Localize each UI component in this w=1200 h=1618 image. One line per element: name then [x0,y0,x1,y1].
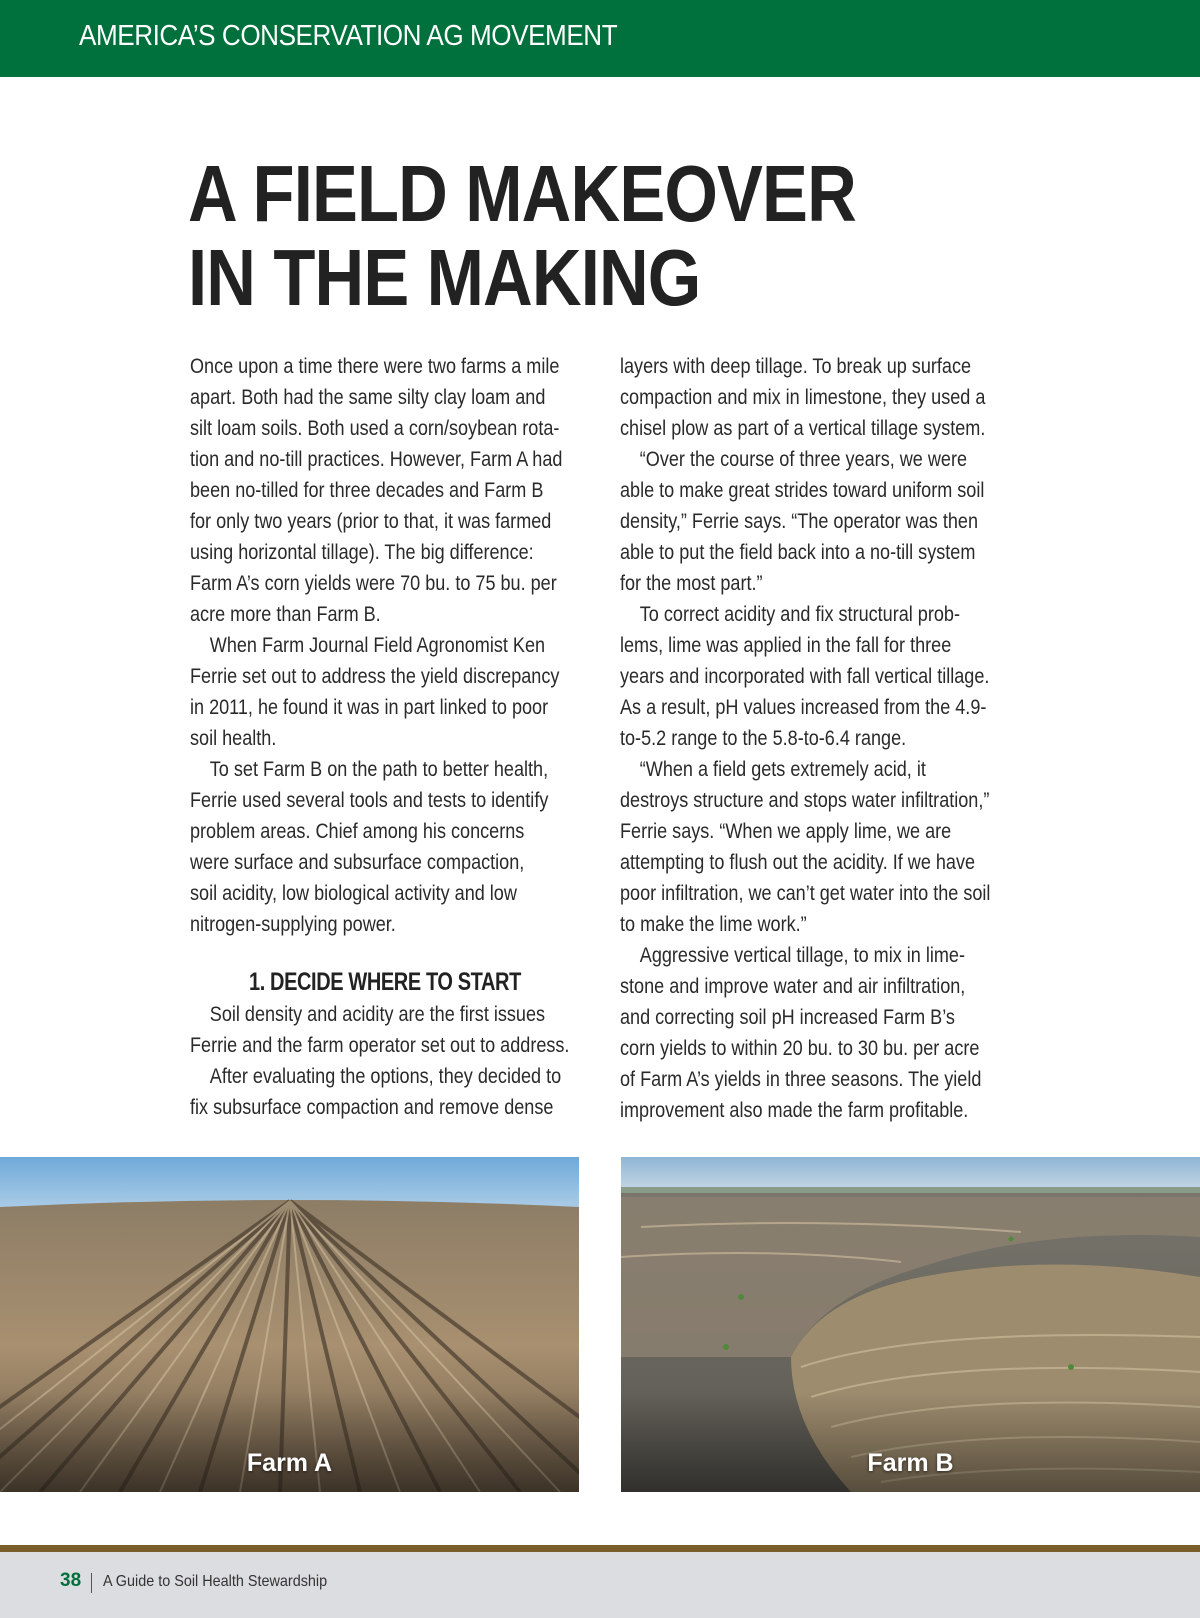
body-line: compaction and mix in limestone, they used a [620,386,986,409]
farm-b-field-illustration [621,1157,1200,1492]
body-line: to make the lime work.” [620,913,807,936]
body-line: years and incorporated with fall vertical tillage. [620,665,990,688]
body-line: When Farm Journal Field Agronomist Ken [209,634,546,657]
body-line: acre more than Farm B. [190,603,381,626]
body-line: Farm A’s corn yields were 70 bu. to 75 bu. per [190,572,557,595]
page-number: 38 [60,1570,82,1591]
farm-b-photo [621,1157,1200,1492]
body-line: lems, lime was applied in the fall for three [620,634,952,657]
body-line: To set Farm B on the path to better health, [209,758,549,781]
farm-a-photo [0,1157,579,1492]
body-line: silt loam soils. Both used a corn/soybean rota- [190,417,560,440]
body-line: density,” Ferrie says. “The operator was then [620,510,979,533]
body-line: for the most part.” [620,572,763,595]
body-line: using horizontal tillage). The big difference: [190,541,534,564]
body-line: in 2011, he found it was in part linked to poor [190,696,549,719]
body-line: Ferrie and the farm operator set out to address. [190,1034,570,1057]
left-text-column [190,351,590,1123]
section-title: AMERICA’S CONSERVATION AG MOVEMENT [79,20,618,52]
right-text-column [620,351,1020,1126]
body-line: soil acidity, low biological activity and low [190,882,517,905]
footer-separator [91,1573,92,1593]
section-subhead: 1. DECIDE WHERE TO START [249,968,521,996]
farm-a-caption: Farm A [246,1449,333,1477]
subhead-wrapper [190,966,580,999]
headline-line-1: A FIELD MAKEOVER [188,149,856,238]
body-line: Ferrie used several tools and tests to identify [190,789,549,812]
body-line: poor infiltration, we can’t get water into the soil [620,882,991,905]
farm-b-caption: Farm B [867,1449,954,1477]
body-line: apart. Both had the same silty clay loam and [190,386,546,409]
body-line: After evaluating the options, they decided to [209,1065,562,1088]
publication-title: A Guide to Soil Health Stewardship [103,1573,328,1590]
body-line: to-5.2 range to the 5.8-to-6.4 range. [620,727,907,750]
body-line: “When a field gets extremely acid, it [639,758,926,781]
body-line: were surface and subsurface compaction, [190,851,525,874]
body-line: Ferrie set out to address the yield discrepancy [190,665,560,688]
body-line: nitrogen-supplying power. [190,913,396,936]
headline-line-2: IN THE MAKING [188,233,701,322]
body-line: soil health. [190,727,277,750]
body-line: able to put the field back into a no-till system [620,541,976,564]
body-line: destroys structure and stops water infiltration,” [620,789,990,812]
footer-divider [0,1545,1200,1552]
body-line: Soil density and acidity are the first issues [209,1003,546,1026]
section-header-band [0,0,1200,77]
body-line: able to make great strides toward uniform soil [620,479,985,502]
body-line: of Farm A’s yields in three seasons. The yield [620,1068,982,1091]
body-line: attempting to flush out the acidity. If we have [620,851,976,874]
body-line: As a result, pH values increased from the 4.9- [620,696,987,719]
farm-a-field-illustration [0,1157,579,1492]
body-line: and correcting soil pH increased Farm B’s [620,1006,955,1029]
body-line: “Over the course of three years, we were [639,448,968,471]
body-line: stone and improve water and air infiltration, [620,975,966,998]
body-line: corn yields to within 20 bu. to 30 bu. per acre [620,1037,980,1060]
body-line: improvement also made the farm profitable. [620,1099,969,1122]
body-line: Aggressive vertical tillage, to mix in lime- [639,944,965,967]
body-line: tion and no-till practices. However, Farm A had [190,448,563,471]
body-line: Once upon a time there were two farms a mile [190,355,560,378]
body-line: been no-tilled for three decades and Farm B [190,479,544,502]
body-line: To correct acidity and fix structural prob- [639,603,960,626]
body-line: chisel plow as part of a vertical tillage system. [620,417,986,440]
article-headline [188,149,856,322]
body-line: Ferrie says. “When we apply lime, we are [620,820,952,843]
body-line: for only two years (prior to that, it was farmed [190,510,552,533]
body-line: problem areas. Chief among his concerns [190,820,525,843]
body-line: fix subsurface compaction and remove dense [190,1096,554,1119]
body-line: layers with deep tillage. To break up surface [620,355,972,378]
